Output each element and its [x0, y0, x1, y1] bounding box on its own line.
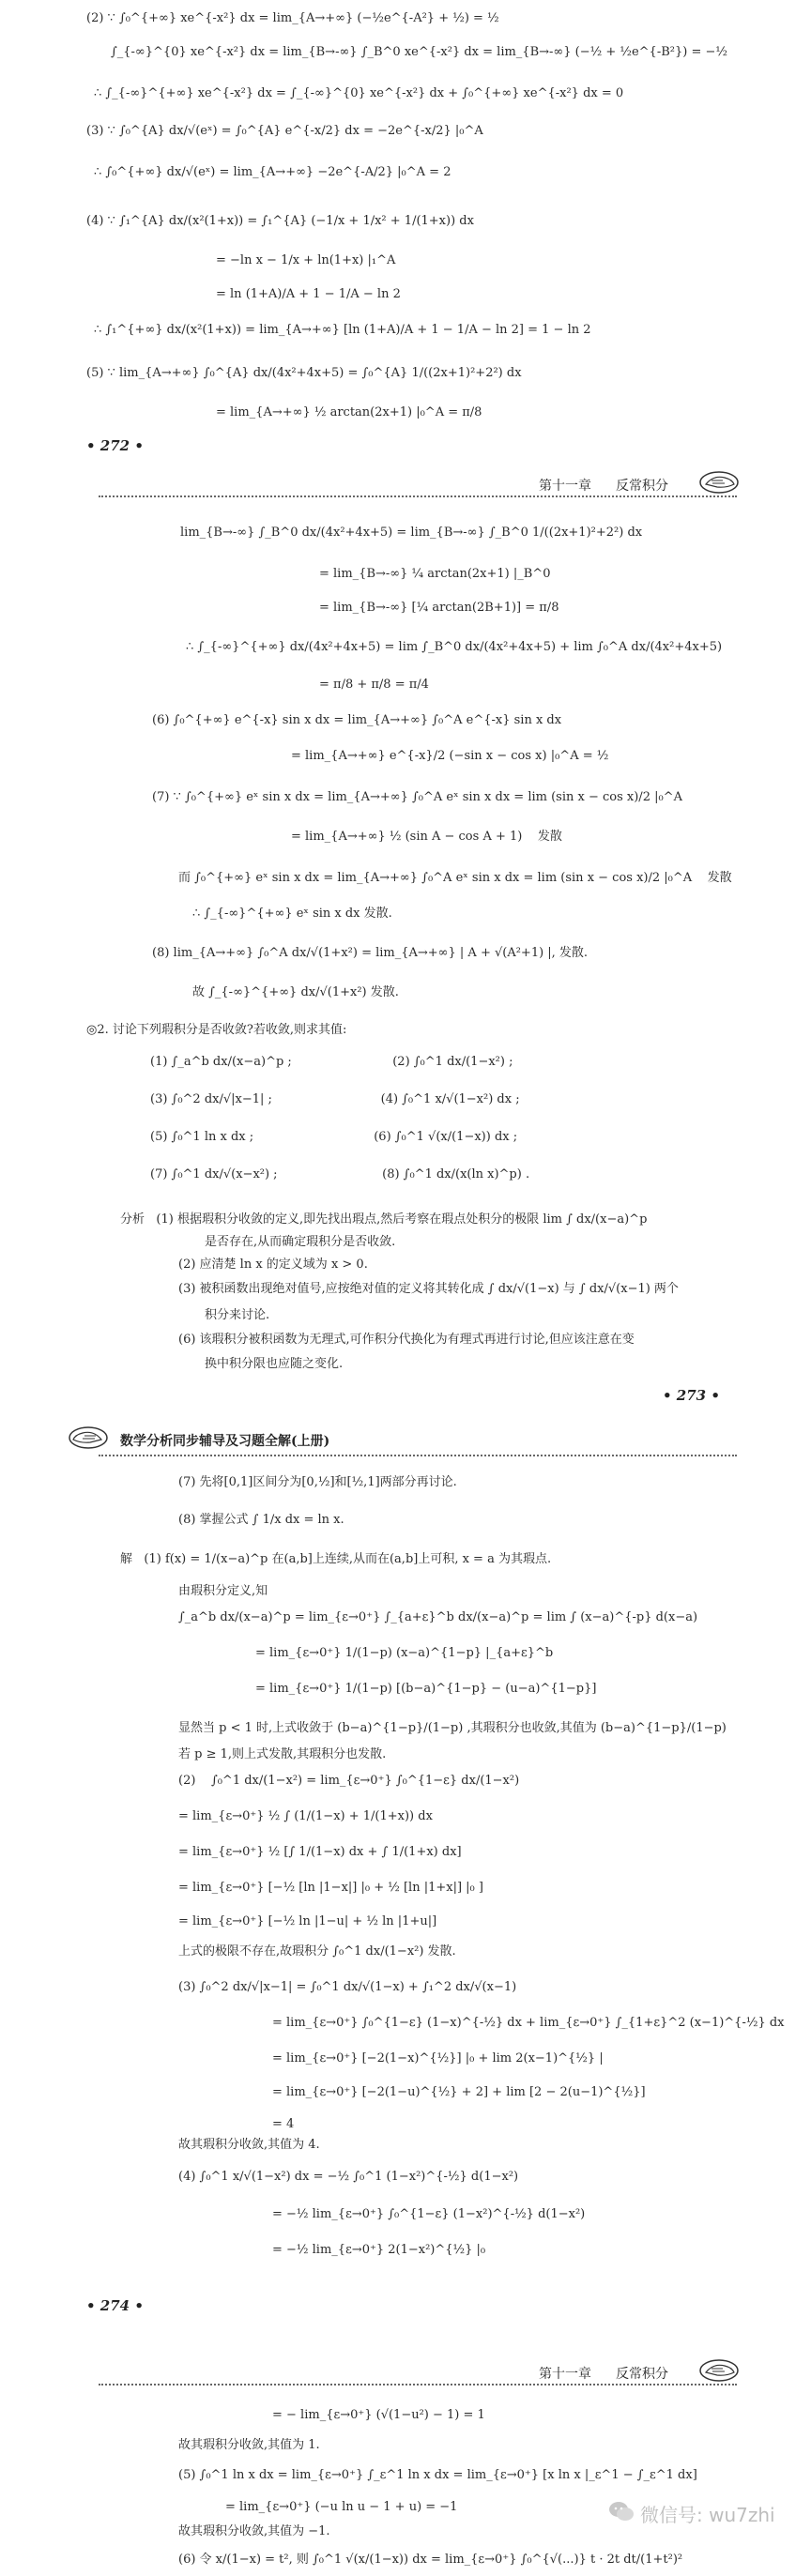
header-rule	[99, 495, 737, 497]
header-rule	[99, 1455, 737, 1456]
solution-text: 故其瑕积分收敛,其值为 −1.	[178, 2524, 330, 2538]
formula-line: = lim_{ε→0⁺} ∫₀^{1−ε} (1−x)^{-½} dx + lim_{ε→0⁺} ∫_{1+ε}^2 (x−1)^{-½} dx	[272, 2016, 785, 2030]
hand-logo-icon	[68, 1425, 109, 1451]
formula-line: = lim_{ε→0⁺} [−2(1−x)^{½}] |₀ + lim 2(x−1)^{½} |	[272, 2051, 604, 2065]
solution-text: 解 (1) f(x) = 1/(x−a)^p 在(a,b]上连续,从而在(a,b]上可积, x = a 为其瑕点.	[120, 1552, 552, 1566]
formula-line: = lim_{ε→0⁺} [−2(1−u)^{½} + 2] + lim [2 − 2(u−1)^{½}]	[272, 2085, 646, 2099]
page-number: • 274 •	[86, 2297, 144, 2314]
formula-line: = lim_{B→-∞} ¼ arctan(2x+1) |_B^0	[319, 567, 551, 581]
exercise-item-row: (5) ∫₀^1 ln x dx ; (6) ∫₀^1 √(x/(1−x)) dx ;	[150, 1130, 518, 1144]
exercise-item-row: (7) ∫₀^1 dx/√(x−x²) ; (8) ∫₀^1 dx/(x(ln x)^p) .	[150, 1167, 530, 1181]
formula-line: = ln (1+A)/A + 1 − 1/A − ln 2	[216, 287, 401, 301]
formula-line: (5) ∫₀^1 ln x dx = lim_{ε→0⁺} ∫_ε^1 ln x dx = lim_{ε→0⁺} [x ln x |_ε^1 − ∫_ε^1 dx]	[178, 2468, 697, 2482]
formula-line: = lim_{ε→0⁺} [−½ [ln |1−x|] |₀ + ½ [ln |1+x|] |₀ ]	[178, 1881, 483, 1895]
watermark-text: 微信号: wu7zhi	[640, 2504, 775, 2526]
formula-line: = −½ lim_{ε→0⁺} 2(1−x²)^{½} |₀	[272, 2243, 486, 2257]
formula-line: = 4	[272, 2117, 295, 2131]
solution-text: 故其瑕积分收敛,其值为 1.	[178, 2438, 320, 2452]
formula-line: ∴ ∫_{-∞}^{+∞} eˣ sin x dx 发散.	[192, 907, 392, 921]
solution-text: 显然当 p < 1 时,上式收敛于 (b−a)^{1−p}/(1−p) ,其瑕积分也收敛,其值为 (b−a)^{1−p}/(1−p)	[178, 1721, 727, 1735]
solution-text: 由瑕积分定义,知	[178, 1584, 268, 1598]
formula-line: ∴ ∫_{-∞}^{+∞} dx/(4x²+4x+5) = lim ∫_B^0 dx/(4x²+4x+5) + lim ∫₀^A dx/(4x²+4x+5)	[186, 640, 723, 654]
page-number: • 273 •	[663, 1387, 720, 1404]
hand-logo-icon	[698, 2357, 740, 2384]
chapter-topic: 反常积分	[616, 2367, 668, 2382]
analysis-text: (3) 被积函数出现绝对值号,应按绝对值的定义将其转化成 ∫ dx/√(1−x) 与 ∫ dx/√(x−1) 两个	[178, 1282, 679, 1296]
analysis-text: 分析 (1) 根据瑕积分收敛的定义,即先找出瑕点,然后考察在瑕点处积分的极限 lim ∫ dx/(x−a)^p	[120, 1212, 648, 1227]
formula-line: ∴ ∫₁^{+∞} dx/(x²(1+x)) = lim_{A→+∞} [ln (1+A)/A + 1 − 1/A − ln 2] = 1 − ln 2	[94, 323, 591, 337]
header-rule	[99, 2384, 737, 2385]
formula-line: (7) ∵ ∫₀^{+∞} eˣ sin x dx = lim_{A→+∞} ∫₀^A eˣ sin x dx = lim (sin x − cos x)/2 |₀^A	[152, 790, 682, 804]
formula-line: lim_{B→-∞} ∫_B^0 dx/(4x²+4x+5) = lim_{B→-∞} ∫_B^0 1/((2x+1)²+2²) dx	[180, 526, 643, 540]
formula-line: (8) lim_{A→+∞} ∫₀^A dx/√(1+x²) = lim_{A→+∞} | A + √(A²+1) |, 发散.	[152, 946, 589, 960]
formula-line: (5) ∵ lim_{A→+∞} ∫₀^{A} dx/(4x²+4x+5) = ∫₀^{A} 1/((2x+1)²+2²) dx	[86, 366, 522, 380]
formula-line: = lim_{ε→0⁺} (−u ln u − 1 + u) = −1	[225, 2500, 458, 2514]
formula-line: = lim_{A→+∞} e^{-x}/2 (−sin x − cos x) |₀^A = ½	[291, 749, 609, 763]
formula-line: = −ln x − 1/x + ln(1+x) |₁^A	[216, 253, 396, 267]
formula-line: 故 ∫_{-∞}^{+∞} dx/√(1+x²) 发散.	[192, 985, 399, 999]
formula-line: = lim_{ε→0⁺} 1/(1−p) [(b−a)^{1−p} − (u−a)^{1−p}]	[255, 1682, 597, 1696]
formula-line: = − lim_{ε→0⁺} (√(1−u²) − 1) = 1	[272, 2408, 485, 2422]
book-title-header: 数学分析同步辅导及习题全解(上册)	[120, 1434, 330, 1449]
formula-line: ∫_a^b dx/(x−a)^p = lim_{ε→0⁺} ∫_{a+ε}^b dx/(x−a)^p = lim ∫ (x−a)^{-p} d(x−a)	[178, 1610, 698, 1624]
formula-line: 而 ∫₀^{+∞} eˣ sin x dx = lim_{A→+∞} ∫₀^A eˣ sin x dx = lim (sin x − cos x)/2 |₀^A 发散	[178, 871, 732, 885]
analysis-text: (7) 先将[0,1]区间分为[0,½]和[½,1]两部分再讨论.	[178, 1475, 457, 1489]
formula-line: (6) 令 x/(1−x) = t², 则 ∫₀^1 √(x/(1−x)) dx = lim_{ε→0⁺} ∫₀^{√(...)} t · 2t dt/(1+t²)²	[178, 2553, 683, 2567]
analysis-text: 积分来讨论.	[205, 1308, 270, 1322]
solution-text: 若 p ≥ 1,则上式发散,其瑕积分也发散.	[178, 1747, 387, 1761]
analysis-text: 换中积分限也应随之变化.	[205, 1357, 344, 1371]
formula-line: = lim_{ε→0⁺} [−½ ln |1−u| + ½ ln |1+u|]	[178, 1914, 437, 1928]
formula-line: = π/8 + π/8 = π/4	[319, 678, 429, 692]
formula-line: = lim_{B→-∞} [¼ arctan(2B+1)] = π/8	[319, 601, 559, 615]
analysis-text: 是否存在,从而确定瑕积分是否收敛.	[205, 1235, 396, 1249]
solution-text: 上式的极限不存在,故瑕积分 ∫₀^1 dx/(1−x²) 发散.	[178, 1944, 456, 1959]
analysis-text: (8) 掌握公式 ∫ 1/x dx = ln x.	[178, 1513, 344, 1527]
formula-line: = −½ lim_{ε→0⁺} ∫₀^{1−ε} (1−x²)^{-½} d(1−x²)	[272, 2207, 586, 2221]
solution-text: 故其瑕积分收敛,其值为 4.	[178, 2138, 320, 2152]
page-number: • 272 •	[86, 437, 144, 454]
analysis-text: (6) 该瑕积分被积函数为无理式,可作积分代换化为有理式再进行讨论,但应该注意在变	[178, 1333, 635, 1347]
exercise-item-row: (3) ∫₀^2 dx/√|x−1| ; (4) ∫₀^1 x/√(1−x²) dx ;	[150, 1092, 520, 1106]
formula-line: (6) ∫₀^{+∞} e^{-x} sin x dx = lim_{A→+∞} ∫₀^A e^{-x} sin x dx	[152, 713, 562, 727]
formula-line: (4) ∵ ∫₁^{A} dx/(x²(1+x)) = ∫₁^{A} (−1/x + 1/x² + 1/(1+x)) dx	[86, 214, 474, 228]
formula-line: (3) ∵ ∫₀^{A} dx/√(eˣ) = ∫₀^{A} e^{-x/2} dx = −2e^{-x/2} |₀^A	[86, 124, 483, 138]
formula-line: (3) ∫₀^2 dx/√|x−1| = ∫₀^1 dx/√(1−x) + ∫₁^2 dx/√(x−1)	[178, 1980, 517, 1994]
wechat-icon	[608, 2500, 635, 2523]
formula-line: (4) ∫₀^1 x/√(1−x²) dx = −½ ∫₀^1 (1−x²)^{-½} d(1−x²)	[178, 2170, 519, 2184]
chapter-label: 第十一章	[539, 2367, 591, 2382]
formula-line: ∴ ∫_{-∞}^{+∞} xe^{-x²} dx = ∫_{-∞}^{0} xe^{-x²} dx + ∫₀^{+∞} xe^{-x²} dx = 0	[94, 86, 624, 100]
hand-logo-icon	[698, 469, 740, 495]
formula-line: = lim_{ε→0⁺} ½ [∫ 1/(1−x) dx + ∫ 1/(1+x) dx]	[178, 1845, 462, 1859]
chapter-topic: 反常积分	[616, 479, 668, 494]
exercise-item-row: (1) ∫_a^b dx/(x−a)^p ; (2) ∫₀^1 dx/(1−x²) ;	[150, 1055, 513, 1069]
chapter-label: 第十一章	[539, 479, 591, 494]
formula-line: = lim_{ε→0⁺} ½ ∫ (1/(1−x) + 1/(1+x)) dx	[178, 1809, 433, 1823]
exercise-heading: ◎2. 讨论下列瑕积分是否收敛?若收敛,则求其值:	[86, 1023, 347, 1037]
formula-line: = lim_{A→+∞} ½ (sin A − cos A + 1) 发散	[291, 830, 562, 844]
analysis-text: (2) 应清楚 ln x 的定义域为 x > 0.	[178, 1258, 368, 1272]
formula-line: = lim_{A→+∞} ½ arctan(2x+1) |₀^A = π/8	[216, 405, 482, 419]
formula-line: ∴ ∫₀^{+∞} dx/√(eˣ) = lim_{A→+∞} −2e^{-A/2} |₀^A = 2	[94, 165, 451, 179]
formula-line: (2) ∵ ∫₀^{+∞} xe^{-x²} dx = lim_{A→+∞} (−½e^{-A²} + ½) = ½	[86, 11, 499, 25]
formula-line: = lim_{ε→0⁺} 1/(1−p) (x−a)^{1−p} |_{a+ε}^b	[255, 1646, 554, 1660]
formula-line: ∫_{-∞}^{0} xe^{-x²} dx = lim_{B→-∞} ∫_B^0 xe^{-x²} dx = lim_{B→-∞} (−½ + ½e^{-B²}) = −½	[111, 45, 727, 59]
formula-line: (2) ∫₀^1 dx/(1−x²) = lim_{ε→0⁺} ∫₀^{1−ε} dx/(1−x²)	[178, 1774, 520, 1788]
